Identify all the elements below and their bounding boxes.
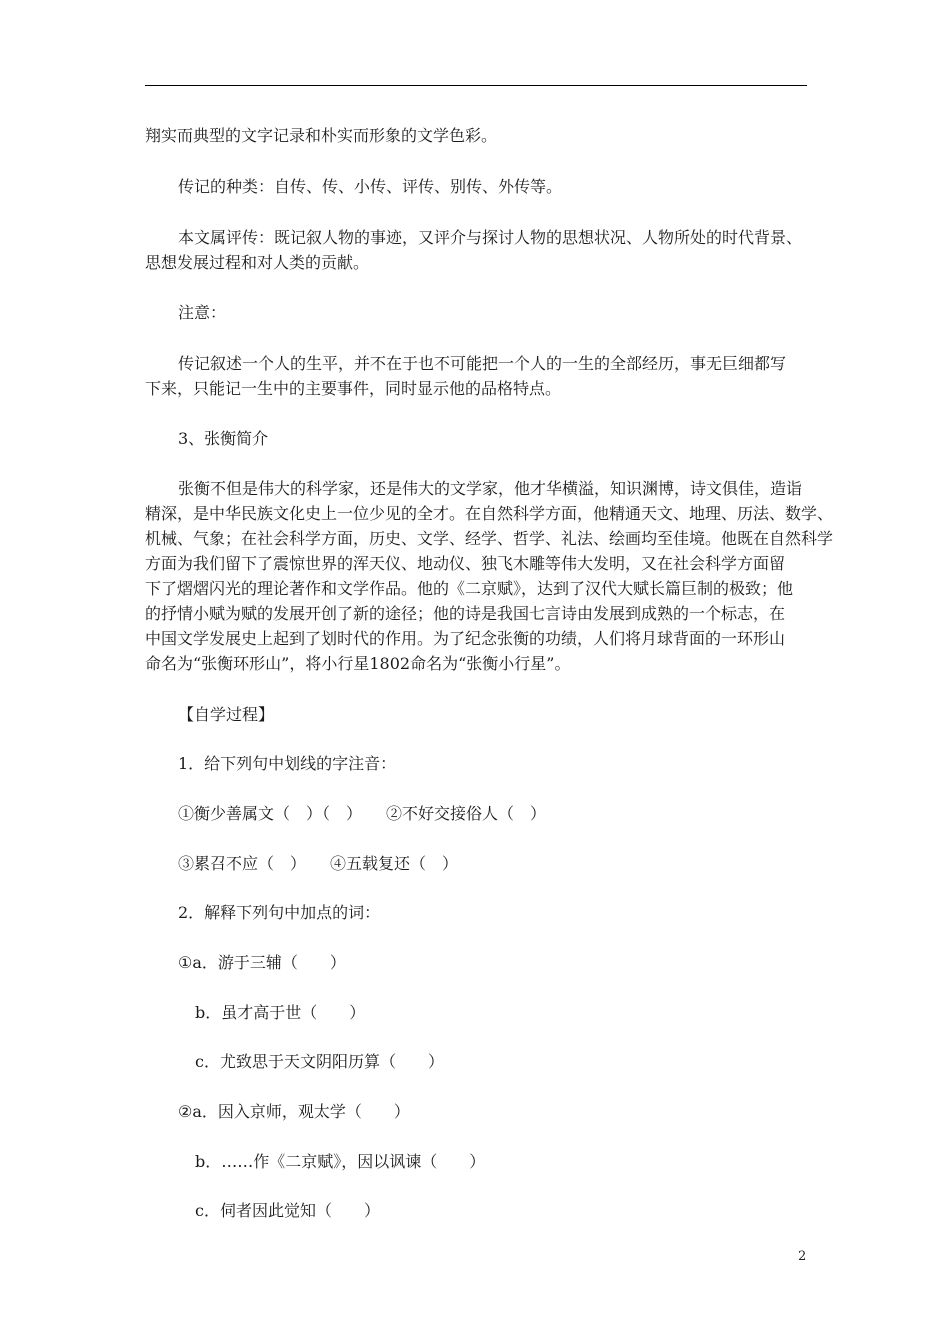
text-line: 下来，只能记一生中的主要事件，同时显示他的品格特点。 — [145, 379, 562, 398]
question-item: ①a．游于三辅（ ） — [178, 953, 346, 972]
question-item: c．伺者因此觉知（ ） — [195, 1201, 380, 1220]
text-line: 机械、气象；在社会科学方面，历史、文学、经学、哲学、礼法、绘画均至佳境。他既在自然科学 — [145, 529, 834, 548]
question-item: ③累召不应（ ） ④五载复还（ ） — [178, 854, 459, 873]
text-line: 中国文学发展史上起到了划时代的作用。为了纪念张衡的功绩，人们将月球背面的一环形山 — [145, 629, 786, 648]
question-item: c．尤致思于天文阴阳历算（ ） — [195, 1052, 444, 1071]
page-number: 2 — [798, 1249, 807, 1264]
text-line: 本文属评传：既记叙人物的事迹，又评介与探讨人物的思想状况、人物所处的时代背景、 — [178, 228, 803, 247]
section-heading: 3、张衡简介 — [178, 429, 269, 448]
question-item: ①衡少善属文（ ）（ ） ②不好交接俗人（ ） — [178, 804, 547, 823]
text-line: 方面为我们留下了震惊世界的浑天仪、地动仪、独飞木雕等伟大发明，又在社会科学方面留 — [145, 554, 786, 573]
text-line: 传记叙述一个人的生平，并不在于也不可能把一个人的一生的全部经历，事无巨细都写 — [178, 354, 787, 373]
question-item: b．……作《二京赋》，因以讽谏（ ） — [195, 1152, 486, 1171]
text-line: 下了熠熠闪光的理论著作和文学作品。他的《二京赋》，达到了汉代大赋长篇巨制的极致；他 — [145, 579, 794, 598]
question-item: ②a．因入京师，观太学（ ） — [178, 1102, 410, 1121]
question-title: 1．给下列句中划线的字注音： — [178, 754, 397, 773]
text-line: 命名为“张衡环形山”，将小行星1802命名为“张衡小行星”。 — [145, 654, 571, 673]
question-item: b．虽才高于世（ ） — [195, 1003, 366, 1022]
text-line: 注意： — [178, 303, 227, 322]
section-heading: 【自学过程】 — [178, 705, 275, 724]
question-title: 2．解释下列句中加点的词： — [178, 903, 381, 922]
text-line: 张衡不但是伟大的科学家，还是伟大的文学家，他才华横溢，知识渊博，诗文俱佳，造诣 — [178, 479, 803, 498]
text-line: 的抒情小赋为赋的发展开创了新的途径；他的诗是我国七言诗由发展到成熟的一个标志，在 — [145, 604, 786, 623]
text-line: 精深，是中华民族文化史上一位少见的全才。在自然科学方面，他精通天文、地理、历法、数学、 — [145, 504, 834, 523]
header-rule — [145, 85, 807, 86]
text-line: 翔实而典型的文字记录和朴实而形象的文学色彩。 — [145, 126, 498, 145]
text-line: 传记的种类：自传、传、小传、评传、别传、外传等。 — [178, 177, 563, 196]
text-line: 思想发展过程和对人类的贡献。 — [145, 253, 370, 272]
